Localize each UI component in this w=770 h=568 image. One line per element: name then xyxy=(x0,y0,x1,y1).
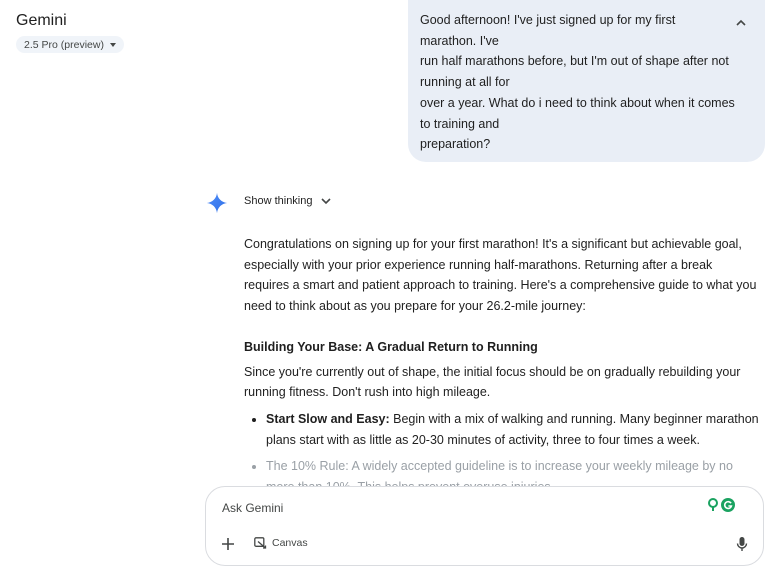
user-message-line: running at all for xyxy=(420,75,510,90)
user-message-line: to training and xyxy=(420,116,500,131)
response-bullet-list xyxy=(244,409,760,498)
mic-icon[interactable] xyxy=(735,536,749,552)
user-message-line: Good afternoon! I've just signed up for my first xyxy=(420,13,676,27)
user-message-bubble xyxy=(408,0,765,162)
model-label: 2.5 Pro (preview) xyxy=(24,38,104,51)
canvas-icon xyxy=(254,537,267,549)
model-response xyxy=(244,234,760,504)
user-message-line: marathon. I've xyxy=(420,33,499,48)
model-selector[interactable] xyxy=(16,36,124,53)
collapse-message-button[interactable] xyxy=(731,12,751,32)
response-heading: Building Your Base: A Gradual Return to Running xyxy=(244,339,538,354)
user-message-line: run half marathons before, but I'm out of shape after not xyxy=(420,54,729,69)
bullet-title: Start Slow and Easy: xyxy=(266,411,390,426)
gemini-spark-icon xyxy=(206,192,228,214)
canvas-label: Canvas xyxy=(272,537,308,549)
show-thinking-label: Show thinking xyxy=(244,195,313,207)
extension-icon[interactable] xyxy=(707,498,719,512)
list-item xyxy=(266,409,760,450)
extension-icons xyxy=(707,498,735,512)
grammarly-icon[interactable] xyxy=(721,498,735,512)
prompt-input-box[interactable] xyxy=(205,486,764,566)
plus-icon[interactable] xyxy=(220,536,236,552)
bullet-title: The 10% Rule: xyxy=(266,459,349,474)
user-message-line: preparation? xyxy=(420,137,491,152)
canvas-button[interactable] xyxy=(254,537,308,549)
response-intro: Congratulations on signing up for your first marathon! It's a significant but achievable goal, especially with your prior experience running half-marathons. Returning after a break requires a smart and patient approach to training. Here's a comprehensive guide to what you need to think about as you prepare for your 26.2-mile journey: xyxy=(244,237,757,314)
chevron-down-icon xyxy=(321,198,331,205)
user-message-line: over a year. What do i need to think about when it comes xyxy=(420,95,735,110)
show-thinking-toggle[interactable] xyxy=(244,195,331,207)
prompt-input[interactable]: Ask Gemini xyxy=(222,501,284,515)
app-title: Gemini xyxy=(16,12,67,29)
bullet-text: A widely accepted guideline is to increase your weekly mileage by no xyxy=(351,459,733,474)
chevron-up-icon xyxy=(736,19,746,26)
response-paragraph: Since you're currently out of shape, the initial focus should be on gradually rebuilding your running fitness. Don't rush into high mileage. xyxy=(244,364,741,400)
bullet-text: Begin with a mix of walking and running. Many beginner marathon plans start with as little as 20-30 minutes of activity, three to four times a week. xyxy=(266,411,759,447)
chevron-down-icon xyxy=(110,43,116,47)
